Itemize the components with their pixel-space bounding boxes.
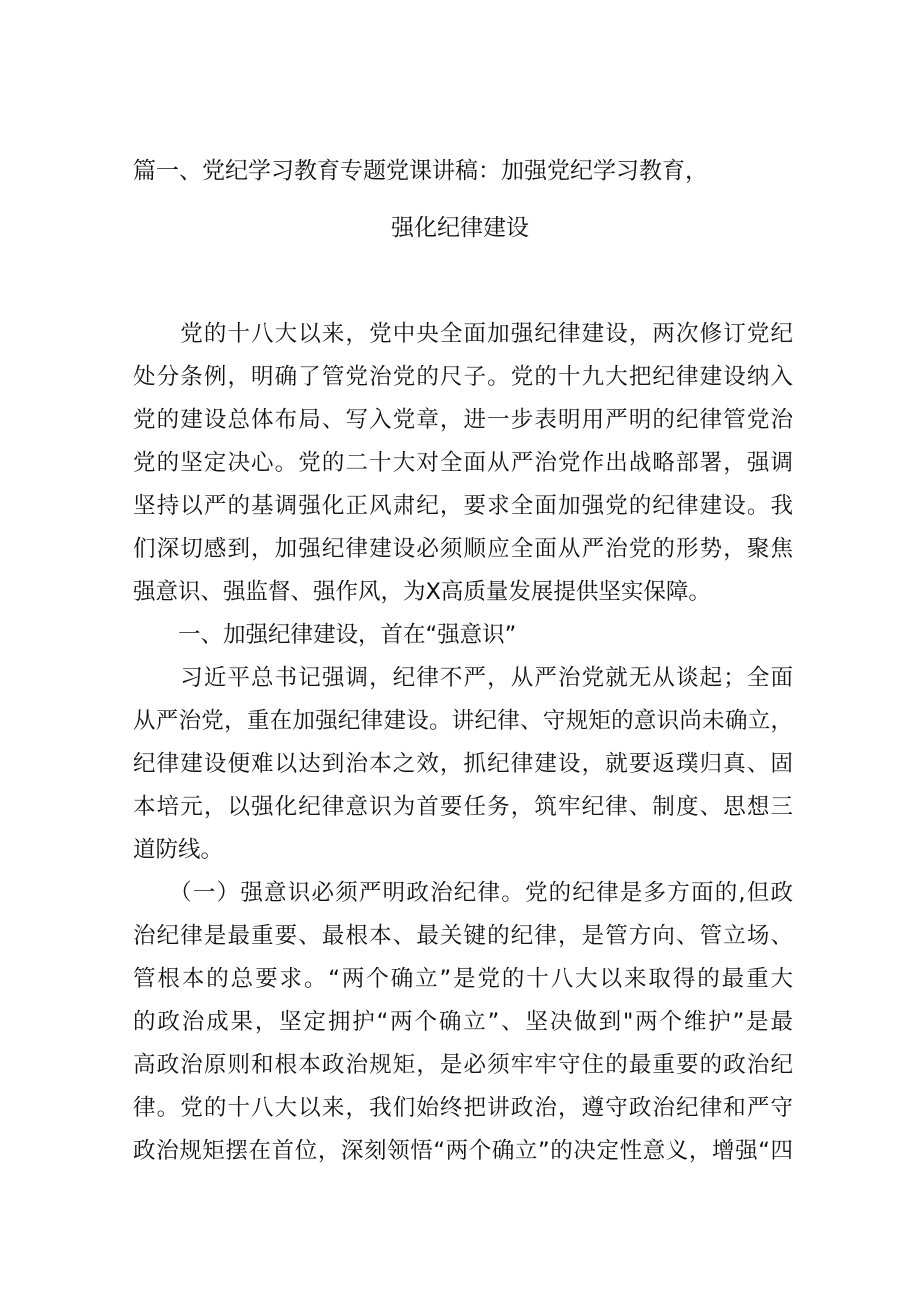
body-line: （一）强意识必须严明政治纪律。党的纪律是多方面的,但政: [133, 880, 793, 906]
body-line: 党的建设总体布局、写入党章，进一步表明用严明的纪律管党治: [133, 407, 793, 433]
body-line: 从严治党，重在加强纪律建设。讲纪律、守规矩的意识尚未确立，: [133, 708, 793, 734]
section-heading: 一、加强纪律建设，首在“强意识”: [133, 622, 517, 648]
body-line: 道防线。: [133, 837, 224, 863]
body-line: 管根本的总要求。“两个确立”是党的十八大以来取得的最重大: [133, 966, 793, 992]
body-line: 治纪律是最重要、最根本、最关键的纪律，是管方向、管立场、: [133, 923, 793, 949]
body-line: 习近平总书记强调，纪律不严，从严治党就无从谈起；全面: [133, 665, 793, 691]
body-line: 本培元，以强化纪律意识为首要任务，筑牢纪律、制度、思想三: [133, 794, 793, 820]
document-title-line-1: 篇一、党纪学习教育专题党课讲稿：加强党纪学习教育，: [133, 158, 708, 184]
body-line: 政治规矩摆在首位，深刻领悟“两个确立”的决定性意义，增强“四: [133, 1138, 793, 1164]
body-line: 纪律建设便难以达到治本之效，抓纪律建设，就要返璞归真、固: [133, 751, 793, 777]
body-line: 处分条例，明确了管党治党的尺子。党的十九大把纪律建设纳入: [133, 364, 793, 390]
body-line: 高政治原则和根本政治规矩，是必须牢牢守住的最重要的政治纪: [133, 1052, 793, 1078]
body-line: 们深切感到，加强纪律建设必须顺应全面从严治党的形势，聚焦: [133, 536, 793, 562]
body-line: 强意识、强监督、强作风，为X高质量发展提供坚实保障。: [133, 579, 711, 605]
document-title-line-2: 强化纪律建设: [391, 215, 529, 241]
body-line: 坚持以严的基调强化正风肃纪，要求全面加强党的纪律建设。我: [133, 493, 793, 519]
body-line: 的政治成果，坚定拥护“两个确立”、坚决做到"两个维护”是最: [133, 1009, 793, 1035]
body-line: 党的十八大以来，党中央全面加强纪律建设，两次修订党纪: [133, 321, 793, 347]
body-line: 律。党的十八大以来，我们始终把讲政治，遵守政治纪律和严守: [133, 1095, 793, 1121]
body-line: 党的坚定决心。党的二十大对全面从严治党作出战略部署，强调: [133, 450, 793, 476]
